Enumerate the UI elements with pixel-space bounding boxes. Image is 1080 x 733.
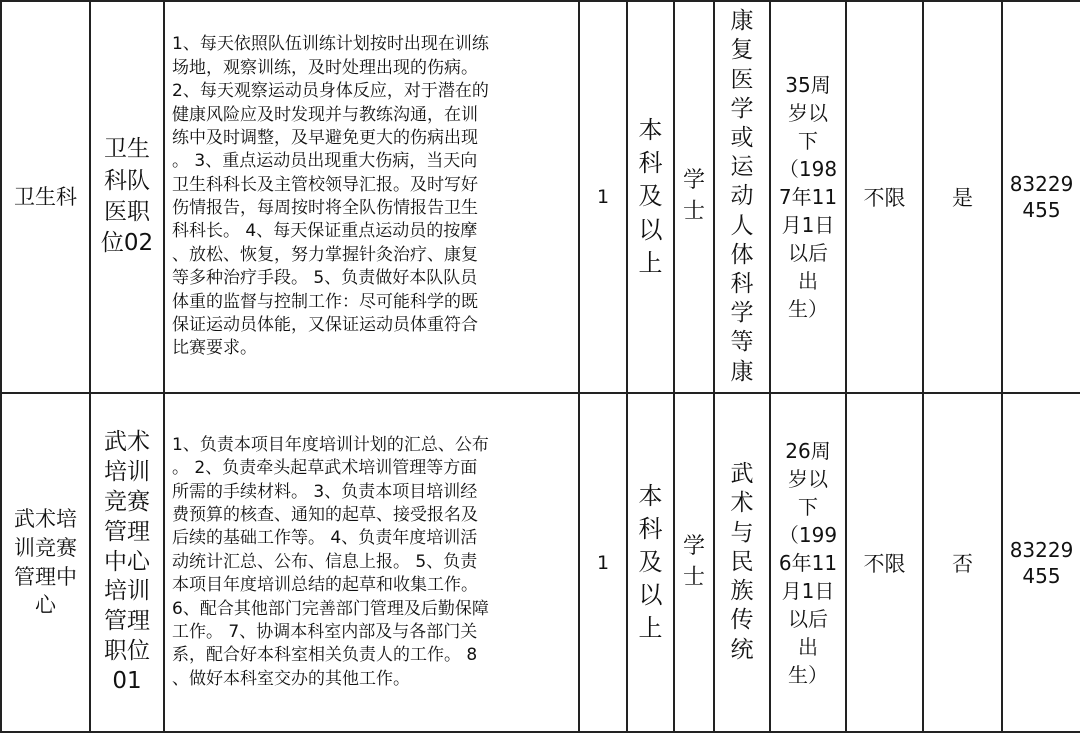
education-char: 上: [638, 614, 663, 643]
major-cell: [714, 393, 770, 732]
education-char: 科: [638, 149, 663, 178]
duty-line: 。 2、负责牵头起草武术培训管理等方面: [172, 458, 478, 479]
age-line: 月1日: [781, 578, 835, 603]
education-char: 本: [638, 116, 663, 145]
duty-line: 卫生科科长及主管校领导汇报。及时写好: [172, 174, 478, 195]
education-cell: [627, 1, 674, 393]
education-cell: [627, 393, 674, 732]
age-line: 生）: [788, 297, 828, 321]
degree-char: 学: [682, 168, 705, 194]
age-line: 出: [798, 634, 818, 659]
phone-line: 83229: [1009, 172, 1074, 196]
department-label: 卫生科: [14, 184, 77, 209]
position-line: 01: [112, 668, 142, 695]
age-cell: [770, 393, 846, 732]
duty-line: 伤情报告，每周按时将全队伤情报告卫生: [172, 198, 478, 218]
duty-line: 、放松、恢复，努力掌握针灸治疗、康复: [172, 244, 478, 265]
major-cell: [714, 1, 770, 393]
department-line: 训竞赛: [14, 535, 77, 560]
duties-cell: [164, 1, 579, 393]
position-line: 卫生: [104, 136, 150, 163]
degree-char: 士: [682, 564, 705, 590]
department-cell: [1, 393, 90, 732]
unrestricted-cell: [846, 1, 923, 393]
age-line: 6年11: [778, 550, 838, 575]
phone-line: 455: [1022, 563, 1061, 588]
duty-line: 等多种治疗手段。 5、负责做好本队队员: [172, 268, 478, 289]
age-line: 以后: [788, 241, 828, 265]
education-char: 及: [638, 182, 663, 211]
table-row: [1, 1, 1080, 393]
major-char: 科: [730, 271, 754, 297]
age-line: 生）: [788, 662, 828, 687]
duty-line: 练中及时调整，及早避免更大的伤病出现: [172, 127, 478, 148]
age-line: 岁以: [788, 101, 828, 125]
degree-char: 学: [682, 533, 705, 559]
major-char: 人: [730, 212, 754, 239]
major-char: 体: [730, 241, 754, 268]
age-line: 下: [798, 494, 818, 519]
headcount-cell: [579, 1, 627, 393]
major-char: 学: [730, 95, 754, 122]
degree-char: 士: [682, 199, 705, 224]
duty-line: 6、配合其他部门完善部门管理及后勤保障: [172, 598, 489, 619]
duty-line: 费预算的核查、通知的起草、接受报名及: [172, 505, 478, 526]
education-char: 以: [638, 215, 663, 244]
duty-line: 体重的监督与控制工作：尽可能科学的既: [172, 291, 478, 312]
age-line: 月1日: [781, 213, 835, 237]
duty-line: 系，配合好本科室相关负责人的工作。 8: [172, 645, 478, 666]
duty-line: 本项目年度培训总结的起草和收集工作。: [172, 575, 478, 596]
major-char: 医: [730, 66, 754, 93]
duty-line: 、做好本科室交办的其他工作。: [172, 668, 410, 689]
position-line: 培训: [104, 578, 150, 605]
phone-cell: [1002, 393, 1080, 732]
table-row: [1, 393, 1080, 732]
position-line: 培训: [104, 458, 150, 485]
position-cell: [90, 1, 164, 393]
major-char: 等: [730, 329, 754, 356]
duty-line: 场地，观察训练，及时处理出现的伤病。: [172, 57, 478, 78]
education-char: 以: [638, 581, 663, 610]
age-cell: [770, 1, 846, 393]
headcount-value: 1: [596, 186, 610, 208]
duty-line: 2、每天观察运动员身体反应，对于潜在的: [172, 81, 489, 102]
education-char: 本: [638, 481, 663, 510]
major-char: 族: [730, 578, 754, 605]
position-cell: [90, 393, 164, 732]
major-char: 动: [730, 183, 754, 210]
department-line: 武术培: [14, 506, 77, 531]
education-char: 及: [638, 547, 663, 576]
degree-cell: [674, 1, 714, 393]
duty-line: 比赛要求。: [172, 338, 257, 359]
phone-line: 455: [1022, 198, 1061, 222]
unrestricted-value: 不限: [863, 551, 906, 576]
education-char: 上: [638, 248, 663, 277]
duty-line: 工作。 7、协调本科室内部及与各部门关: [172, 621, 478, 642]
age-line: 35周: [785, 73, 831, 97]
flag-cell: [923, 393, 1002, 732]
age-line: 以后: [788, 606, 828, 631]
position-line: 中心: [104, 548, 150, 575]
major-char: 武: [730, 461, 754, 488]
unrestricted-cell: [846, 393, 923, 732]
major-char: 与: [730, 519, 754, 546]
department-line: 管理中: [14, 564, 77, 589]
major-char: 统: [730, 636, 754, 663]
duty-line: 1、每天依照队伍训练计划按时出现在训练: [172, 34, 489, 55]
duty-line: 1、负责本项目年度培训计划的汇总、公布: [172, 434, 489, 455]
age-line: 26周: [785, 438, 831, 463]
position-line: 位02: [100, 230, 154, 257]
age-line: 岁以: [788, 466, 828, 491]
major-char: 复: [730, 37, 754, 64]
degree-cell: [674, 393, 714, 732]
age-line: 出: [798, 269, 818, 293]
duty-line: 保证运动员体能，又保证运动员体重符合: [172, 314, 478, 335]
position-line: 科队: [104, 167, 150, 194]
position-line: 管理: [104, 518, 150, 545]
age-line: （198: [778, 157, 838, 181]
duty-line: 后续的基础工作等。 4、负责年度培训活: [172, 528, 478, 549]
age-line: 下: [798, 129, 818, 153]
phone-line: 83229: [1009, 537, 1074, 562]
major-char: 康: [730, 358, 754, 385]
flag-value: 是: [952, 186, 973, 210]
position-line: 竞赛: [104, 488, 150, 515]
education-char: 科: [638, 514, 663, 543]
major-char: 传: [730, 607, 754, 634]
department-line: 心: [35, 593, 56, 618]
major-char: 民: [730, 548, 754, 575]
phone-cell: [1002, 1, 1080, 393]
duties-cell: [164, 393, 579, 732]
duty-line: 。 3、重点运动员出现重大伤病，当天向: [172, 151, 478, 172]
duty-line: 所需的手续材料。 3、负责本项目培训经: [172, 481, 478, 502]
major-char: 学: [730, 300, 754, 327]
duty-line: 科科长。 4、每天保证重点运动员的按摩: [172, 221, 478, 242]
position-line: 医职: [104, 199, 150, 225]
major-char: 运: [730, 154, 754, 181]
headcount-cell: [579, 393, 627, 732]
major-char: 术: [730, 490, 754, 517]
position-line: 武术: [104, 428, 150, 455]
flag-value: 否: [952, 551, 973, 576]
position-line: 管理: [104, 608, 150, 635]
unrestricted-value: 不限: [863, 186, 906, 210]
age-line: （199: [778, 522, 838, 547]
major-char: 或: [730, 124, 754, 151]
department-cell: [1, 1, 90, 393]
position-line: 职位: [104, 638, 150, 665]
major-char: 康: [730, 8, 754, 35]
duty-line: 健康风险应及时发现并与教练沟通，在训: [172, 104, 478, 125]
flag-cell: [923, 1, 1002, 393]
headcount-value: 1: [596, 551, 610, 574]
age-line: 7年11: [778, 185, 838, 209]
duty-line: 动统计汇总、公布、信息上报。 5、负责: [172, 551, 478, 572]
